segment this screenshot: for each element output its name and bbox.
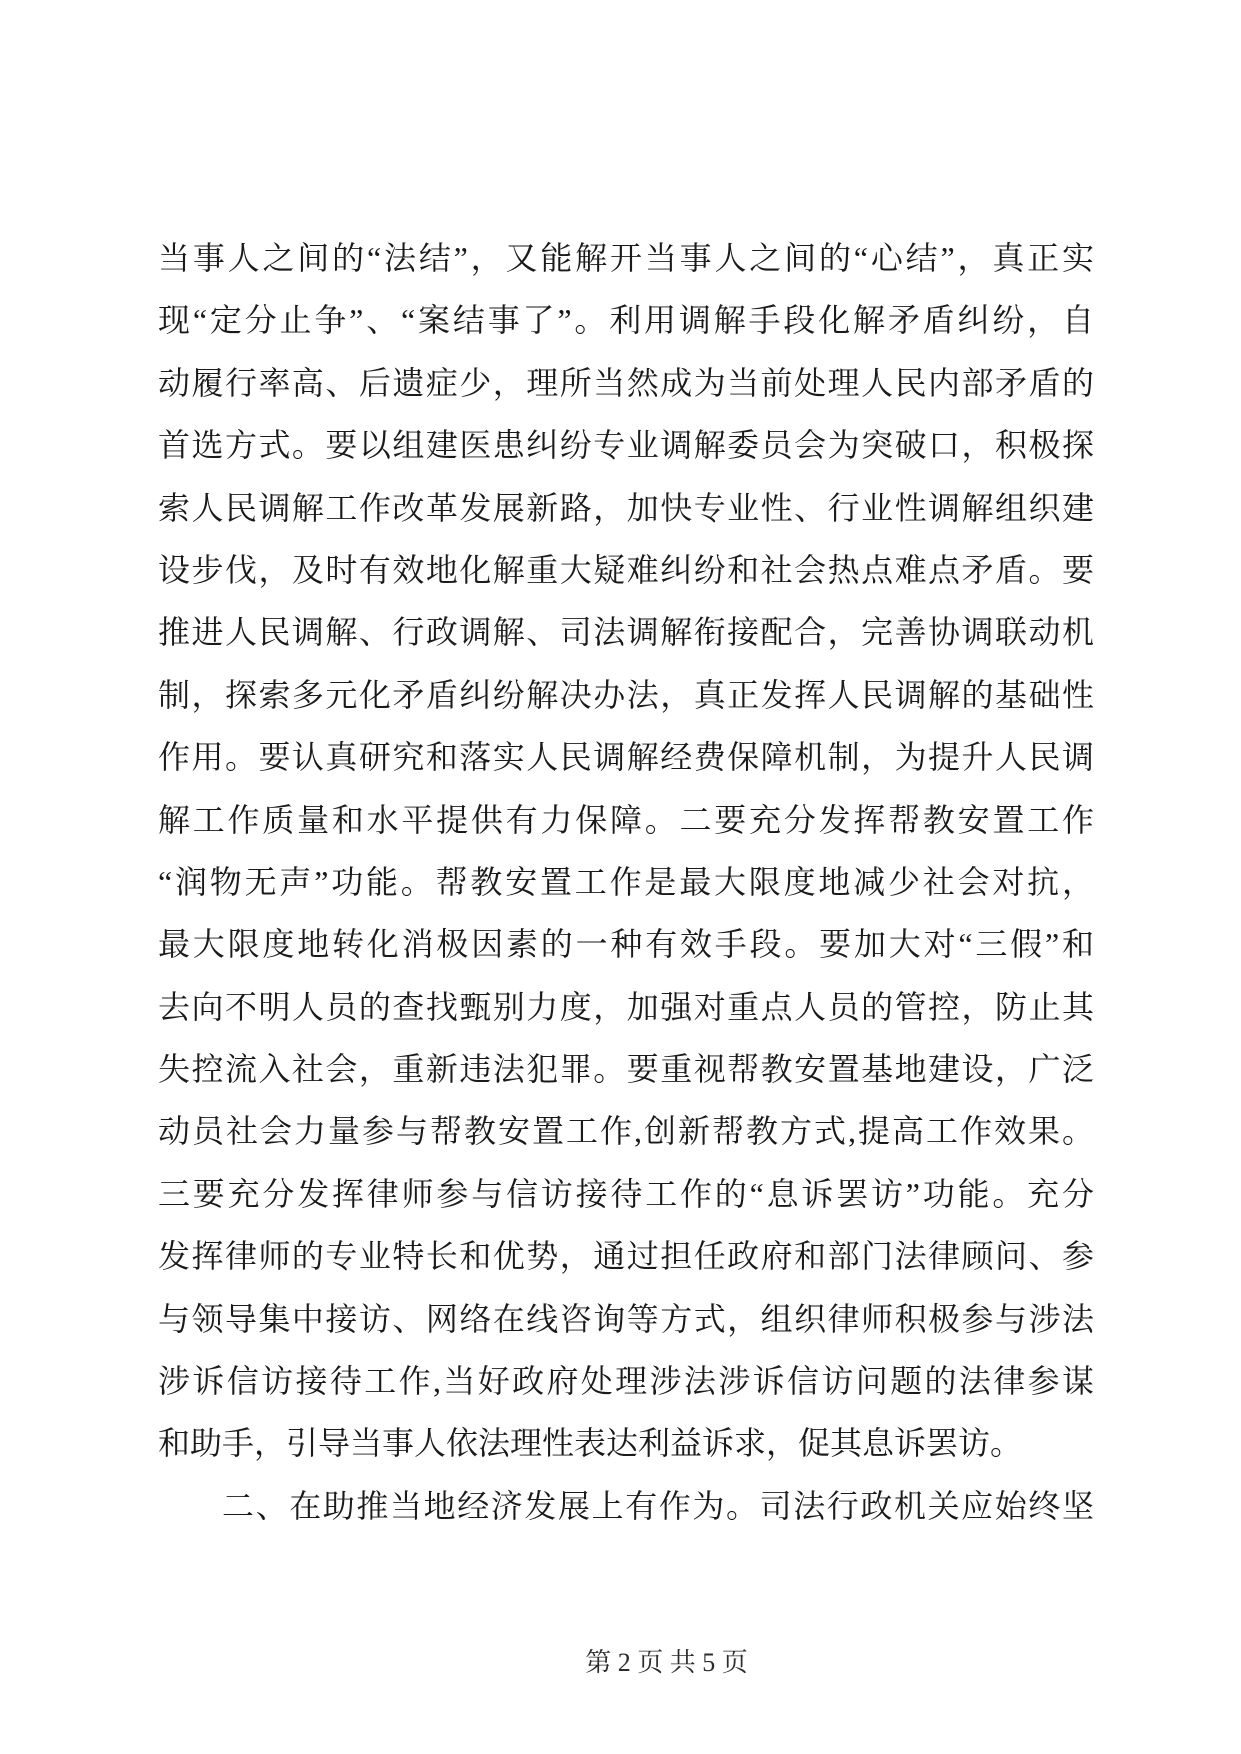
text-line: 当事人之间的“法结”，又能解开当事人之间的“心结”，真正实 bbox=[158, 240, 1094, 276]
text-line: “润物无声”功能。帮教安置工作是最大限度地减少社会对抗， bbox=[158, 863, 1094, 900]
document-body bbox=[158, 227, 1094, 1537]
text-line: 索人民调解工作改革发展新路，加快专业性、行业性调解组织建 bbox=[158, 489, 1094, 526]
text-line: 涉诉信访接待工作,当好政府处理涉法涉诉信访问题的法律参谋 bbox=[158, 1363, 1094, 1400]
text-line: 动履行率高、后遗症少，理所当然成为当前处理人民内部矛盾的 bbox=[158, 364, 1094, 401]
text-line: 和助手，引导当事人依法理性表达利益诉求，促其息诉罢访。 bbox=[158, 1425, 1023, 1462]
text-line: 发挥律师的专业特长和优势，通过担任政府和部门法律顾问、参 bbox=[158, 1238, 1094, 1275]
text-line: 现“定分止争”、“案结事了”。利用调解手段化解矛盾纠纷，自 bbox=[158, 302, 1094, 339]
text-line: 推进人民调解、行政调解、司法调解衔接配合，完善协调联动机 bbox=[158, 614, 1094, 651]
text-line: 最大限度地转化消极因素的一种有效手段。要加大对“三假”和 bbox=[158, 926, 1094, 963]
text-line: 与领导集中接访、网络在线咨询等方式，组织律师积极参与涉法 bbox=[158, 1300, 1094, 1337]
text-line: 首选方式。要以组建医患纠纷专业调解委员会为突破口，积极探 bbox=[158, 427, 1094, 464]
text-line: 制，探索多元化矛盾纠纷解决办法，真正发挥人民调解的基础性 bbox=[158, 676, 1094, 713]
text-line: 三要充分发挥律师参与信访接待工作的“息诉罢访”功能。充分 bbox=[158, 1175, 1094, 1212]
text-line: 动员社会力量参与帮教安置工作,创新帮教方式,提高工作效果。 bbox=[158, 1113, 1094, 1150]
text-line: 设步伐，及时有效地化解重大疑难纠纷和社会热点难点矛盾。要 bbox=[158, 551, 1094, 588]
text-line: 去向不明人员的查找甄别力度，加强对重点人员的管控，防止其 bbox=[158, 988, 1094, 1025]
page-footer bbox=[66, 1612, 1241, 1709]
text-line: 失控流入社会，重新违法犯罪。要重视帮教安置基地建设，广泛 bbox=[158, 1051, 1094, 1088]
text-line: 二、在助推当地经济发展上有作为。司法行政机关应始终坚 bbox=[222, 1487, 1094, 1524]
page-number-text: 第 2 页 共 5 页 bbox=[585, 1648, 748, 1677]
text-line: 作用。要认真研究和落实人民调解经费保障机制，为提升人民调 bbox=[158, 739, 1094, 776]
text-line: 解工作质量和水平提供有力保障。二要充分发挥帮教安置工作 bbox=[158, 801, 1094, 838]
